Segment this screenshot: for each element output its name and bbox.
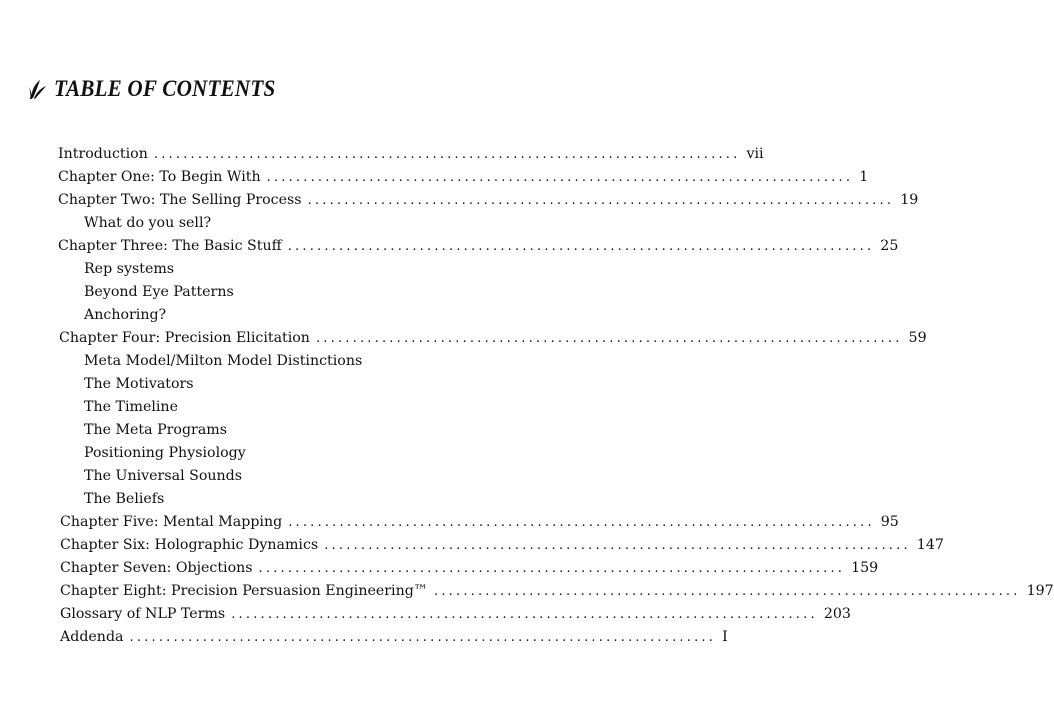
toc-entry-label: Chapter Two: The Selling Process	[58, 192, 302, 208]
dot-leader: ................................................................................	[266, 170, 854, 185]
toc-page-number: 203	[823, 606, 851, 622]
toc-page-number: 197	[1026, 583, 1054, 599]
toc-page-number: 19	[900, 192, 919, 208]
toc-page-number: vii	[746, 146, 764, 162]
toc-entry-label: Chapter One: To Begin With	[58, 169, 261, 185]
toc-entry	[58, 169, 869, 191]
dot-leader: ................................................................................	[231, 607, 818, 622]
toc-entry	[60, 583, 1054, 605]
toc-entry-label: Introduction	[58, 146, 148, 162]
toc-page-number: 147	[916, 537, 944, 553]
leaf-ornament-icon	[28, 78, 48, 100]
toc-entry-label: Chapter Eight: Precision Persuasion Engineering™	[60, 583, 428, 599]
toc-subentry: The Meta Programs	[84, 422, 228, 438]
toc-subentry: Rep systems	[84, 261, 175, 277]
toc-page-number: 159	[851, 560, 879, 576]
toc-subentry: Beyond Eye Patterns	[84, 284, 234, 300]
toc-entry-label: Glossary of NLP Terms	[60, 606, 226, 622]
toc-subentry: The Motivators	[84, 376, 194, 392]
toc-page-number: I	[722, 629, 728, 645]
toc-entry	[58, 192, 919, 214]
toc-subentry: The Beliefs	[84, 491, 165, 507]
toc-subentry: Positioning Physiology	[84, 445, 246, 461]
toc-subentry: Meta Model/Milton Model Distinctions	[84, 353, 363, 369]
toc-entry	[59, 330, 927, 352]
dot-leader: ................................................................................	[258, 561, 846, 576]
dot-leader: ................................................................................	[129, 630, 717, 645]
dot-leader: ................................................................................	[287, 239, 875, 254]
dot-leader: ................................................................................	[315, 331, 903, 346]
toc-entry	[60, 629, 728, 651]
toc-subentry: Anchoring?	[84, 307, 167, 323]
toc-heading	[28, 76, 295, 102]
toc-entry-label: Chapter Six: Holographic Dynamics	[60, 537, 319, 553]
dot-leader: ................................................................................	[288, 515, 875, 530]
toc-page-number: 1	[859, 169, 869, 185]
toc-entry	[60, 537, 944, 559]
toc-subentry: What do you sell?	[84, 215, 212, 231]
dot-leader: ................................................................................	[307, 193, 895, 208]
dot-leader: ................................................................................	[153, 147, 741, 162]
page-title: TABLE OF CONTENTS	[54, 76, 276, 101]
toc-entry-label: Chapter Four: Precision Elicitation	[59, 330, 310, 346]
toc-subentry: The Timeline	[84, 399, 178, 415]
toc-entry-label: Chapter Seven: Objections	[60, 560, 253, 576]
toc-page-number: 95	[880, 514, 899, 530]
toc-subentry: The Universal Sounds	[84, 468, 243, 484]
toc-entry-label: Chapter Five: Mental Mapping	[60, 514, 283, 530]
toc-page-number: 25	[880, 238, 899, 254]
toc-entry-label: Chapter Three: The Basic Stuff	[58, 238, 282, 254]
dot-leader: ................................................................................	[433, 584, 1021, 599]
toc-entry	[60, 560, 879, 582]
toc-entry	[60, 514, 899, 536]
toc-entry	[58, 238, 899, 260]
toc-entry	[58, 146, 764, 168]
toc-page-number: 59	[908, 330, 927, 346]
toc-entry-label: Addenda	[60, 629, 124, 645]
toc-entry	[60, 606, 851, 628]
dot-leader: ................................................................................	[324, 538, 911, 553]
